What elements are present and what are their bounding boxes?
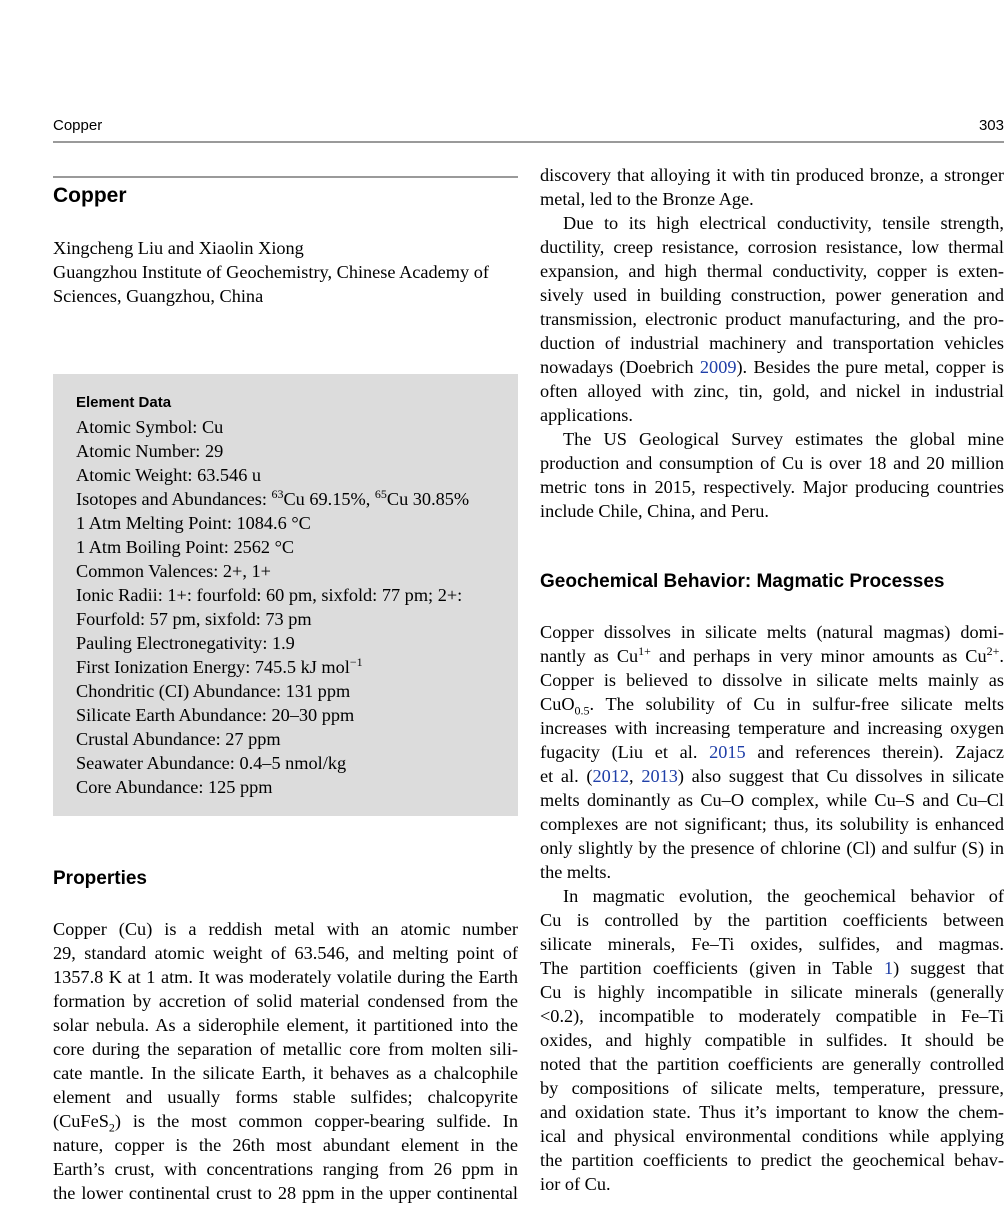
text-line: 29, standard atomic weight of 63.546, and melting point of <box>53 943 518 963</box>
text-line: duction of industrial machinery and transportation vehicles <box>540 333 1004 353</box>
text-line: the lower continental crust to 28 ppm in the upper continental <box>53 1183 518 1203</box>
text-fragment: nowadays (Doebrich <box>540 357 700 377</box>
text-line <box>540 355 1004 379</box>
text-line: applications. <box>540 405 633 425</box>
element-data-item: Atomic Weight: 63.546 u <box>76 465 262 485</box>
text-line: Copper (Cu) is a reddish metal with an atomic number <box>53 919 518 939</box>
text-line: only slightly by the presence of chlorine (Cl) and sulfur (S) in <box>540 838 1004 858</box>
text-line: cate mantle. In the silicate Earth, it behaves as a chalcophile <box>53 1063 518 1083</box>
element-data-item: Atomic Number: 29 <box>76 441 224 461</box>
element-data-item: Silicate Earth Abundance: 20–30 ppm <box>76 705 355 725</box>
citation-link[interactable]: 2012 <box>592 766 630 786</box>
text-line: Copper is believed to dissolve in silicate melts mainly as <box>540 670 1004 690</box>
text-line: transmission, electronic product manufacturing, and the pro- <box>540 309 1004 329</box>
text-fragment: and references therein). Zajacz <box>745 742 1004 762</box>
element-data-item <box>76 487 469 511</box>
text-fragment: and perhaps in very minor amounts as Cu <box>650 646 987 666</box>
subscript: 2 <box>108 1120 115 1135</box>
text-fragment: , <box>629 766 642 786</box>
text-line: metric tons in 2015, respectively. Major producing countries <box>540 477 1004 497</box>
text-line: the partition coefficients to predict the geochemical behav- <box>540 1150 1004 1170</box>
text-fragment: nantly as Cu <box>540 646 639 666</box>
ionization-label: First Ionization Energy: 745.5 kJ mol <box>76 657 350 677</box>
page-number: 303 <box>978 117 1004 134</box>
element-data-item: Pauling Electronegativity: 1.9 <box>76 633 295 653</box>
element-data-heading: Element Data <box>76 394 172 411</box>
text-line: complexes are not significant; thus, its solubility is enhanced <box>540 814 1004 834</box>
text-line: discovery that alloying it with tin produced bronze, a stronger <box>540 165 1004 185</box>
article-title: Copper <box>53 184 127 207</box>
properties-paragraph <box>53 917 518 1205</box>
citation-link[interactable]: 2013 <box>641 766 678 786</box>
text-line: Due to its high electrical conductivity, tensile strength, <box>563 213 1004 233</box>
paragraph-partition <box>540 884 1004 1196</box>
text-line: Earth’s crust, with concentrations ranging from 26 ppm in <box>53 1159 518 1179</box>
text-line <box>540 956 1004 980</box>
element-data-item: 1 Atm Melting Point: 1084.6 °C <box>76 513 311 533</box>
text-line: production and consumption of Cu is over 18 and 20 million <box>540 453 1004 473</box>
text-fragment: The partition coefficients (given in Table <box>540 958 884 978</box>
running-header <box>53 117 1004 137</box>
text-line <box>53 1109 518 1133</box>
text-line: core during the separation of metallic core from molten sili- <box>53 1039 518 1059</box>
superscript: 1+ <box>638 643 651 658</box>
text-line: sively used in building construction, power generation and <box>540 285 1004 305</box>
text-fragment: ). Besides the pure metal, copper is <box>736 357 1004 377</box>
text-line: by compositions of silicate melts, temperature, pressure, <box>540 1078 1004 1098</box>
isotopes-label: Isotopes and Abundances: <box>76 489 272 509</box>
text-line <box>540 692 1004 716</box>
text-line: <0.2), incompatible to moderately compatible in Fe–Ti <box>540 1006 1004 1026</box>
element-data-item: Crustal Abundance: 27 ppm <box>76 729 281 749</box>
text-line: often alloyed with zinc, tin, gold, and nickel in industrial <box>540 381 1004 401</box>
affiliation-line: Sciences, Guangzhou, China <box>53 286 264 306</box>
header-rule <box>53 141 1004 143</box>
text-line: the melts. <box>540 862 612 882</box>
element-data-item: Atomic Symbol: Cu <box>76 417 224 437</box>
author-names: Xingcheng Liu and Xiaolin Xiong <box>53 238 304 258</box>
section-heading-magmatic: Geochemical Behavior: Magmatic Processes <box>540 571 945 592</box>
text-line: 1357.8 K at 1 atm. It was moderately volatile during the Earth <box>53 967 518 987</box>
element-data-item: Fourfold: 57 pm, sixfold: 73 pm <box>76 609 312 629</box>
text-line: In magmatic evolution, the geochemical behavior of <box>563 886 1004 906</box>
text-line: increases with increasing temperature and increasing oxygen <box>540 718 1004 738</box>
text-line: The US Geological Survey estimates the global mine <box>563 429 1004 449</box>
text-fragment: ) also suggest that Cu dissolves in silicate <box>677 766 1004 786</box>
text-line: Cu is controlled by the partition coefficients between <box>540 910 1004 930</box>
text-line: ior of Cu. <box>540 1174 611 1194</box>
text-fragment: fugacity (Liu et al. <box>540 742 710 762</box>
citation-link[interactable]: 2009 <box>699 357 737 377</box>
text-line: metal, led to the Bronze Age. <box>540 189 754 209</box>
title-rule <box>53 176 518 178</box>
isotope-value: Cu 69.15%, <box>283 489 375 509</box>
section-heading-properties: Properties <box>53 868 147 889</box>
citation-link[interactable]: 2015 <box>709 742 746 762</box>
isotope-mass: 63 <box>271 486 284 501</box>
element-data-list <box>76 415 469 799</box>
text-line: expansion, and high thermal conductivity, copper is exten- <box>540 261 1004 281</box>
text-line: include Chile, China, and Peru. <box>540 501 769 521</box>
element-data-box <box>53 374 518 816</box>
element-data-item: Seawater Abundance: 0.4–5 nmol/kg <box>76 753 347 773</box>
text-line: and oxidation state. Thus it’s important to know the chem- <box>540 1102 1004 1122</box>
element-data-item: Ionic Radii: 1+: fourfold: 60 pm, sixfold: 77 pm; 2+: <box>76 585 463 605</box>
text-line: Copper dissolves in silicate melts (natural magmas) domi- <box>540 622 1004 642</box>
text-line <box>540 764 1004 788</box>
element-data-item: Core Abundance: 125 ppm <box>76 777 273 797</box>
text-line: noted that the partition coefficients are generally controlled <box>540 1054 1004 1074</box>
text-line: nature, copper is the 26th most abundant element in the <box>53 1135 518 1155</box>
text-fragment: CuO <box>540 694 575 714</box>
text-line <box>540 644 1004 668</box>
isotope-mass: 65 <box>374 486 387 501</box>
paragraph-uses <box>540 211 1004 427</box>
text-line: element and usually forms stable sulfides; chalcopyrite <box>53 1087 518 1107</box>
paragraph-bronze-age <box>540 163 1004 211</box>
unit-exponent: −1 <box>349 654 363 669</box>
text-fragment: ) is the most common copper-bearing sulfide. In <box>114 1111 518 1131</box>
element-data-item: Common Valences: 2+, 1+ <box>76 561 271 581</box>
running-header-title: Copper <box>53 117 103 134</box>
element-data-item: 1 Atm Boiling Point: 2562 °C <box>76 537 295 557</box>
text-line: solar nebula. As a siderophile element, it partitioned into the <box>53 1015 518 1035</box>
table-link[interactable]: 1 <box>883 958 894 978</box>
text-line: ductility, creep resistance, corrosion resistance, low thermal <box>540 237 1004 257</box>
text-fragment: et al. ( <box>540 766 593 786</box>
paragraph-production <box>540 427 1004 523</box>
text-fragment: ) suggest that <box>893 958 1004 978</box>
text-line: oxides, and highly compatible in sulfides. It should be <box>540 1030 1004 1050</box>
isotope-value: Cu 30.85% <box>386 489 470 509</box>
text-line <box>540 740 1004 764</box>
element-data-item <box>76 655 469 679</box>
text-fragment: . The solubility of Cu in sulfur-free silicate melts <box>589 694 1004 714</box>
text-line: Cu is highly incompatible in silicate minerals (generally <box>540 982 1004 1002</box>
subscript: 0.5 <box>574 703 590 718</box>
element-data-item: Chondritic (CI) Abundance: 131 ppm <box>76 681 351 701</box>
text-fragment: (CuFeS <box>53 1111 109 1131</box>
paragraph-solubility <box>540 620 1004 884</box>
text-fragment: . <box>999 646 1004 666</box>
text-line: ical and physical environmental conditions while applying <box>540 1126 1004 1146</box>
text-line: silicate minerals, Fe–Ti oxides, sulfides, and magmas. <box>540 934 1004 954</box>
authors-block <box>53 236 518 308</box>
affiliation-line: Guangzhou Institute of Geochemistry, Chinese Academy of <box>53 262 489 282</box>
text-line: formation by accretion of solid material condensed from the <box>53 991 518 1011</box>
superscript: 2+ <box>986 643 1000 658</box>
text-line: melts dominantly as Cu–O complex, while Cu–S and Cu–Cl <box>540 790 1004 810</box>
